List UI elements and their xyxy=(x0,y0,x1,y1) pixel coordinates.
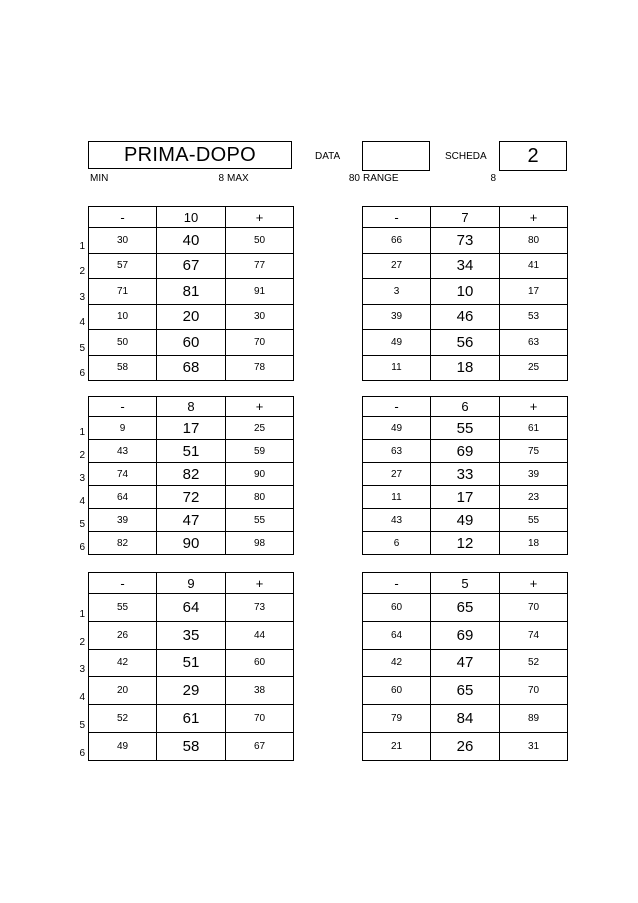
minus-cell: 10 xyxy=(89,304,157,330)
minus-cell: 21 xyxy=(363,732,431,760)
plus-cell: 89 xyxy=(500,705,568,733)
minus-cell: 49 xyxy=(363,330,431,356)
value-table xyxy=(362,206,568,381)
plus-cell: 31 xyxy=(500,732,568,760)
target-cell: 47 xyxy=(157,509,226,532)
center-value-header: 7 xyxy=(431,207,500,228)
table-row xyxy=(363,463,568,486)
target-cell: 58 xyxy=(157,732,226,760)
minus-cell: 26 xyxy=(89,621,157,649)
table-row xyxy=(89,440,294,463)
minus-cell: 9 xyxy=(89,417,157,440)
scheda-number: 2 xyxy=(499,141,567,171)
table-row xyxy=(363,732,568,760)
table-row xyxy=(89,621,294,649)
table-row xyxy=(363,355,568,381)
minus-cell: 63 xyxy=(363,440,431,463)
plus-cell: 55 xyxy=(500,509,568,532)
plus-cell: 91 xyxy=(226,279,294,305)
minus-cell: 60 xyxy=(363,594,431,622)
table-row xyxy=(89,253,294,279)
sheet-title: PRIMA-DOPO xyxy=(88,141,292,169)
plus-header: + xyxy=(500,207,568,228)
plus-cell: 41 xyxy=(500,253,568,279)
table-row xyxy=(363,621,568,649)
plus-cell: 25 xyxy=(226,417,294,440)
plus-cell: 23 xyxy=(500,486,568,509)
minus-cell: 49 xyxy=(89,732,157,760)
target-cell: 69 xyxy=(431,440,500,463)
range-label: RANGE xyxy=(363,173,399,184)
row-number: 1 xyxy=(79,427,85,438)
row-number: 4 xyxy=(79,496,85,507)
plus-cell: 90 xyxy=(226,463,294,486)
plus-cell: 25 xyxy=(500,355,568,381)
row-number: 4 xyxy=(79,692,85,704)
min-value: 8 xyxy=(218,173,224,184)
minus-header: - xyxy=(363,397,431,417)
date-field[interactable] xyxy=(362,141,430,171)
plus-cell: 52 xyxy=(500,649,568,677)
minus-cell: 39 xyxy=(89,509,157,532)
table-row xyxy=(363,509,568,532)
table-row xyxy=(89,705,294,733)
minus-cell: 43 xyxy=(363,509,431,532)
minus-cell: 74 xyxy=(89,463,157,486)
plus-cell: 17 xyxy=(500,279,568,305)
target-cell: 67 xyxy=(157,253,226,279)
table-row xyxy=(89,463,294,486)
plus-header: + xyxy=(500,573,568,594)
plus-cell: 70 xyxy=(226,330,294,356)
target-cell: 68 xyxy=(157,355,226,381)
plus-header: + xyxy=(226,207,294,228)
minus-cell: 42 xyxy=(89,649,157,677)
plus-cell: 53 xyxy=(500,304,568,330)
center-value-header: 6 xyxy=(431,397,500,417)
minus-header: - xyxy=(89,573,157,594)
table-row xyxy=(89,677,294,705)
table-row xyxy=(89,486,294,509)
row-number: 5 xyxy=(79,342,85,354)
range-value: 8 xyxy=(490,173,496,184)
plus-cell: 44 xyxy=(226,621,294,649)
target-cell: 72 xyxy=(157,486,226,509)
scheda-label: SCHEDA xyxy=(445,151,487,162)
row-number: 4 xyxy=(79,317,85,328)
target-cell: 69 xyxy=(431,621,500,649)
minus-cell: 11 xyxy=(363,486,431,509)
table-row xyxy=(89,228,294,254)
target-cell: 49 xyxy=(431,509,500,532)
center-value-header: 8 xyxy=(157,397,226,417)
table-row xyxy=(363,649,568,677)
minus-cell: 66 xyxy=(363,228,431,254)
target-cell: 40 xyxy=(157,228,226,254)
minus-cell: 55 xyxy=(89,594,157,622)
minus-cell: 20 xyxy=(89,677,157,705)
minus-cell: 82 xyxy=(89,532,157,555)
row-number: 2 xyxy=(79,266,85,277)
table-row xyxy=(363,532,568,555)
plus-cell: 70 xyxy=(226,705,294,733)
target-cell: 56 xyxy=(431,330,500,356)
minus-cell: 27 xyxy=(363,463,431,486)
row-number: 2 xyxy=(79,450,85,461)
target-cell: 35 xyxy=(157,621,226,649)
row-number: 2 xyxy=(79,636,85,648)
table-row xyxy=(89,532,294,555)
plus-cell: 63 xyxy=(500,330,568,356)
row-number: 6 xyxy=(79,542,85,553)
target-cell: 29 xyxy=(157,677,226,705)
minus-cell: 49 xyxy=(363,417,431,440)
plus-cell: 50 xyxy=(226,228,294,254)
target-cell: 46 xyxy=(431,304,500,330)
target-cell: 51 xyxy=(157,440,226,463)
table-row xyxy=(89,649,294,677)
minus-cell: 27 xyxy=(363,253,431,279)
table-row xyxy=(89,355,294,381)
table-row xyxy=(363,417,568,440)
value-table xyxy=(362,396,568,555)
max-label: MAX xyxy=(227,173,249,184)
plus-cell: 70 xyxy=(500,594,568,622)
min-label: MIN xyxy=(90,173,109,184)
target-cell: 33 xyxy=(431,463,500,486)
target-cell: 61 xyxy=(157,705,226,733)
table-row xyxy=(89,330,294,356)
table-row xyxy=(89,417,294,440)
value-table xyxy=(88,572,294,761)
target-cell: 73 xyxy=(431,228,500,254)
plus-cell: 80 xyxy=(226,486,294,509)
plus-cell: 61 xyxy=(500,417,568,440)
plus-cell: 67 xyxy=(226,732,294,760)
value-table xyxy=(362,572,568,761)
minus-cell: 11 xyxy=(363,355,431,381)
plus-cell: 18 xyxy=(500,532,568,555)
center-value-header: 5 xyxy=(431,573,500,594)
table-row xyxy=(89,509,294,532)
plus-cell: 59 xyxy=(226,440,294,463)
row-number: 5 xyxy=(79,519,85,530)
plus-header: + xyxy=(500,397,568,417)
plus-cell: 75 xyxy=(500,440,568,463)
table-row xyxy=(363,330,568,356)
target-cell: 34 xyxy=(431,253,500,279)
plus-cell: 98 xyxy=(226,532,294,555)
minus-cell: 30 xyxy=(89,228,157,254)
minus-cell: 52 xyxy=(89,705,157,733)
plus-cell: 60 xyxy=(226,649,294,677)
minus-cell: 71 xyxy=(89,279,157,305)
table-row xyxy=(363,304,568,330)
minus-cell: 42 xyxy=(363,649,431,677)
plus-cell: 80 xyxy=(500,228,568,254)
minus-cell: 64 xyxy=(89,486,157,509)
target-cell: 17 xyxy=(157,417,226,440)
center-value-header: 9 xyxy=(157,573,226,594)
max-value: 80 xyxy=(348,173,360,184)
minus-cell: 60 xyxy=(363,677,431,705)
plus-cell: 70 xyxy=(500,677,568,705)
table-row xyxy=(363,594,568,622)
plus-cell: 38 xyxy=(226,677,294,705)
row-number: 6 xyxy=(79,368,85,379)
plus-header: + xyxy=(226,397,294,417)
target-cell: 55 xyxy=(431,417,500,440)
row-number: 3 xyxy=(79,291,85,303)
table-row xyxy=(363,677,568,705)
minus-cell: 3 xyxy=(363,279,431,305)
minus-header: - xyxy=(363,573,431,594)
plus-header: + xyxy=(226,573,294,594)
plus-cell: 78 xyxy=(226,355,294,381)
plus-cell: 55 xyxy=(226,509,294,532)
table-row xyxy=(89,304,294,330)
minus-cell: 50 xyxy=(89,330,157,356)
target-cell: 60 xyxy=(157,330,226,356)
minus-header: - xyxy=(363,207,431,228)
minus-cell: 79 xyxy=(363,705,431,733)
data-label: DATA xyxy=(315,151,341,162)
target-cell: 51 xyxy=(157,649,226,677)
table-row xyxy=(363,486,568,509)
row-number: 1 xyxy=(79,608,85,620)
target-cell: 81 xyxy=(157,279,226,305)
minus-cell: 58 xyxy=(89,355,157,381)
table-row xyxy=(89,594,294,622)
target-cell: 12 xyxy=(431,532,500,555)
value-table xyxy=(88,396,294,555)
target-cell: 84 xyxy=(431,705,500,733)
target-cell: 64 xyxy=(157,594,226,622)
plus-cell: 39 xyxy=(500,463,568,486)
plus-cell: 30 xyxy=(226,304,294,330)
target-cell: 18 xyxy=(431,355,500,381)
minus-cell: 39 xyxy=(363,304,431,330)
minus-cell: 43 xyxy=(89,440,157,463)
table-row xyxy=(363,440,568,463)
plus-cell: 77 xyxy=(226,253,294,279)
target-cell: 82 xyxy=(157,463,226,486)
table-row xyxy=(363,705,568,733)
table-row xyxy=(363,253,568,279)
row-number: 1 xyxy=(79,240,85,252)
row-number: 6 xyxy=(79,747,85,759)
target-cell: 20 xyxy=(157,304,226,330)
target-cell: 90 xyxy=(157,532,226,555)
table-row xyxy=(89,732,294,760)
value-table xyxy=(88,206,294,381)
plus-cell: 74 xyxy=(500,621,568,649)
target-cell: 26 xyxy=(431,732,500,760)
target-cell: 17 xyxy=(431,486,500,509)
center-value-header: 10 xyxy=(157,207,226,228)
minus-header: - xyxy=(89,207,157,228)
minus-header: - xyxy=(89,397,157,417)
target-cell: 65 xyxy=(431,594,500,622)
target-cell: 65 xyxy=(431,677,500,705)
target-cell: 10 xyxy=(431,279,500,305)
table-row xyxy=(363,279,568,305)
minus-cell: 57 xyxy=(89,253,157,279)
table-row xyxy=(89,279,294,305)
table-row xyxy=(363,228,568,254)
plus-cell: 73 xyxy=(226,594,294,622)
row-number: 3 xyxy=(79,473,85,484)
row-number: 3 xyxy=(79,664,85,676)
minus-cell: 64 xyxy=(363,621,431,649)
row-number: 5 xyxy=(79,720,85,731)
target-cell: 47 xyxy=(431,649,500,677)
minus-cell: 6 xyxy=(363,532,431,555)
